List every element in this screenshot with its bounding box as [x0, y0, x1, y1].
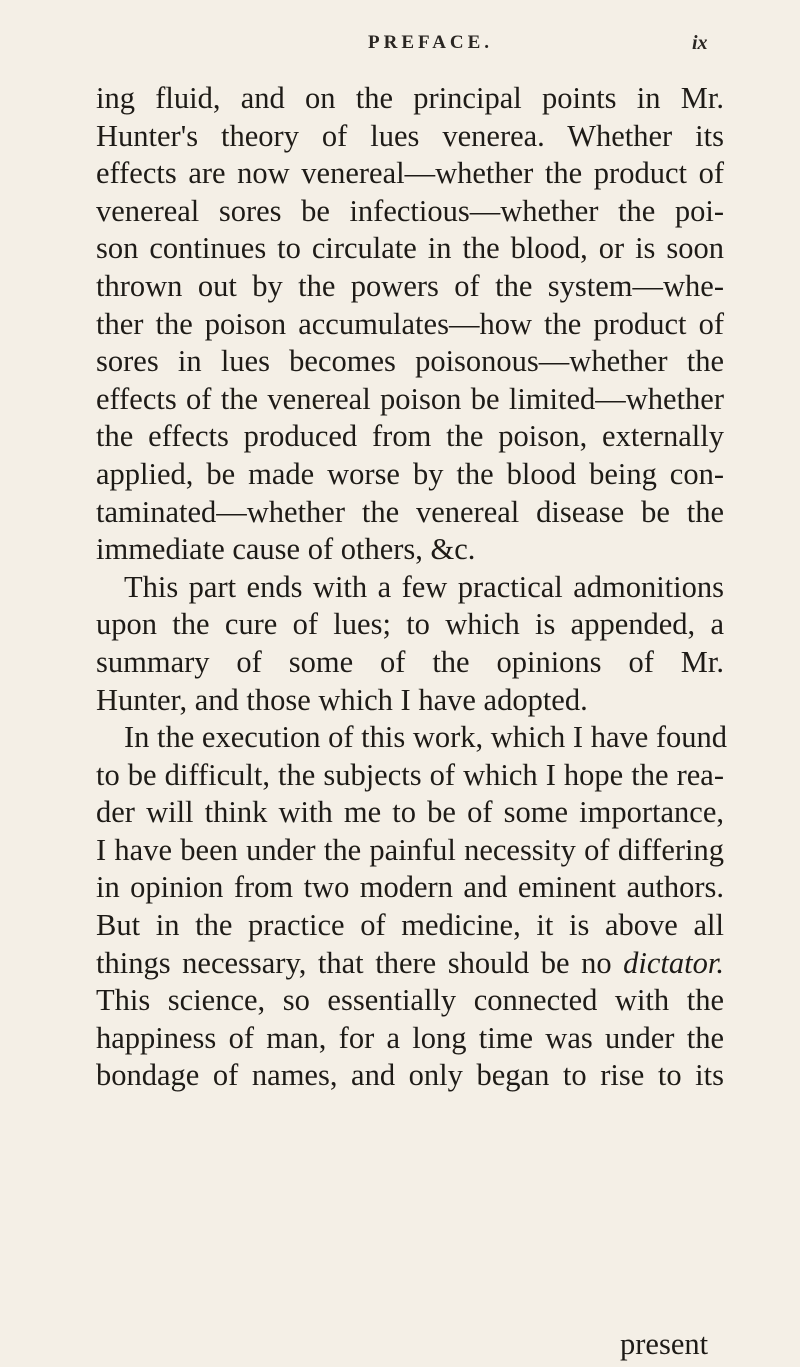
text-line: applied, be made worse by the blood being con- [96, 456, 724, 491]
text-line: summary of some of the opinions of Mr. [96, 644, 724, 679]
text-line: ing fluid, and on the principal points in Mr. [96, 81, 724, 115]
catchword: present [620, 1327, 709, 1361]
text-line: taminated—whether the venereal disease be the [96, 494, 724, 529]
text-line: thrown out by the powers of the system—whe- [96, 268, 724, 303]
text-line: I have been under the painful necessity of differing [96, 832, 724, 867]
text-line: But in the practice of medicine, it is above all [96, 908, 724, 943]
running-head-title: PREFACE. [368, 32, 494, 53]
text-line: upon the cure of lues; to which is appended, a [96, 607, 724, 642]
text-line: son continues to circulate in the blood, or is soon [96, 231, 724, 266]
emphasis-word: dictator. [623, 945, 724, 980]
text-line: effects of the venereal poison be limited—whether [96, 381, 724, 416]
text-line: in opinion from two modern and eminent authors. [96, 870, 724, 905]
text-line: Hunter's theory of lues venerea. Whether its [96, 118, 724, 153]
text-line: immediate cause of others, &c. [96, 532, 476, 567]
text-line-with-emphasis [96, 945, 724, 983]
text-line: effects are now venereal—whether the product of [96, 156, 724, 191]
text-line: In the execution of this work, which I have found [124, 720, 728, 755]
text-line: to be difficult, the subjects of which I hope the rea- [96, 757, 724, 792]
text-line: der will think with me to be of some importance, [96, 795, 724, 830]
text-line: This science, so essentially connected with the [96, 983, 724, 1018]
page-number: ix [692, 32, 708, 54]
text-line: Hunter, and those which I have adopted. [96, 682, 588, 717]
text-line: happiness of man, for a long time was under the [96, 1020, 724, 1055]
text-line: sores in lues becomes poisonous—whether the [96, 344, 724, 379]
text-line: This part ends with a few practical admonitions [124, 569, 724, 604]
text-line: ther the poison accumulates—how the product of [96, 306, 724, 341]
text-line: bondage of names, and only began to rise to its [96, 1058, 724, 1093]
text-run: things necessary, that there should be no [96, 945, 624, 980]
running-head [0, 32, 800, 62]
body-text [96, 80, 728, 1095]
text-line: venereal sores be infectious—whether the poi- [96, 193, 724, 228]
text-line: the effects produced from the poison, externally [96, 419, 724, 454]
